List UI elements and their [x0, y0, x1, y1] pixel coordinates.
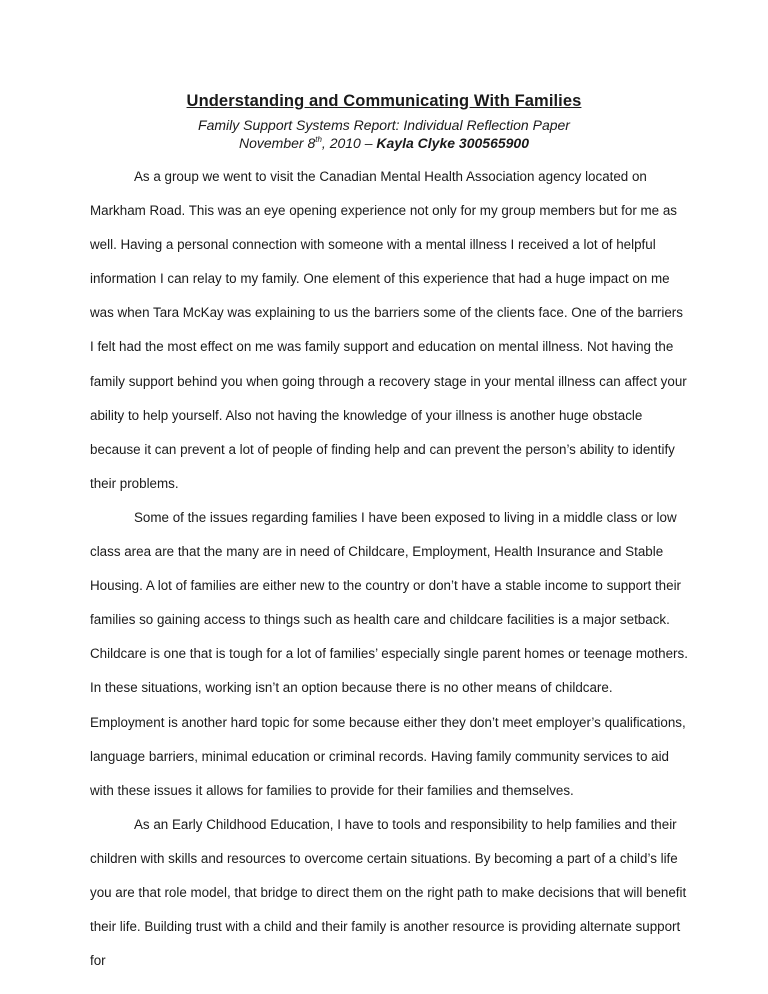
- author-name: Kayla Clyke 300565900: [376, 135, 529, 151]
- paragraph: As an Early Childhood Education, I have to tools and responsibility to help families and their children with skills and resources to overcome certain situations. By becoming a part of a child’s life you are that role model, that bridge to direct them on the right path to make decisions that will benefit their life. Building trust with a child and their family is another resource is providing alternate support for: [90, 816, 687, 969]
- paragraph: Some of the issues regarding families I have been exposed to living in a middle class or low class area are that the many are in need of Childcare, Employment, Health Insurance and Stable Housing. A lot of families are either new to the country or don’t have a stable income to support their families so gaining access to things such as health care and childcare facilities is a major setback. Childcare is one that is tough for a lot of families’ especially single parent homes or teenage mothers. In these situations, working isn’t an option because there is no other means of childcare. Employment is another hard topic for some because either they don’t meet employer’s qualifications, language barriers, minimal education or criminal records. Having family community services to aid with these issues it allows for families to provide for their families and themselves.: [90, 509, 688, 798]
- document-dateline: [90, 135, 678, 151]
- document-body: [90, 160, 690, 978]
- document-title: Understanding and Communicating With Families: [186, 92, 582, 110]
- date-ordinal-suffix: th: [315, 135, 322, 144]
- date-rest: , 2010 –: [321, 135, 377, 151]
- document-subtitle: Family Support Systems Report: Individual Reflection Paper: [198, 117, 570, 133]
- date-prefix: November 8: [238, 135, 316, 151]
- paragraph: As a group we went to visit the Canadian Mental Health Association agency located on Markham Road. This was an eye opening experience not only for my group members but for me as well. Having a personal connection with someone with a mental illness I received a lot of helpful information I can relay to my family. One element of this experience that had a huge impact on me was when Tara McKay was explaining to us the barriers some of the clients face. One of the barriers I felt had the most effect on me was family support and education on mental illness. Not having the family support behind you when going through a recovery stage in your mental illness can affect your ability to help yourself. Also not having the knowledge of your illness is another huge obstacle because it can prevent a lot of people of finding help and can prevent the person’s ability to identify their problems.: [90, 169, 687, 491]
